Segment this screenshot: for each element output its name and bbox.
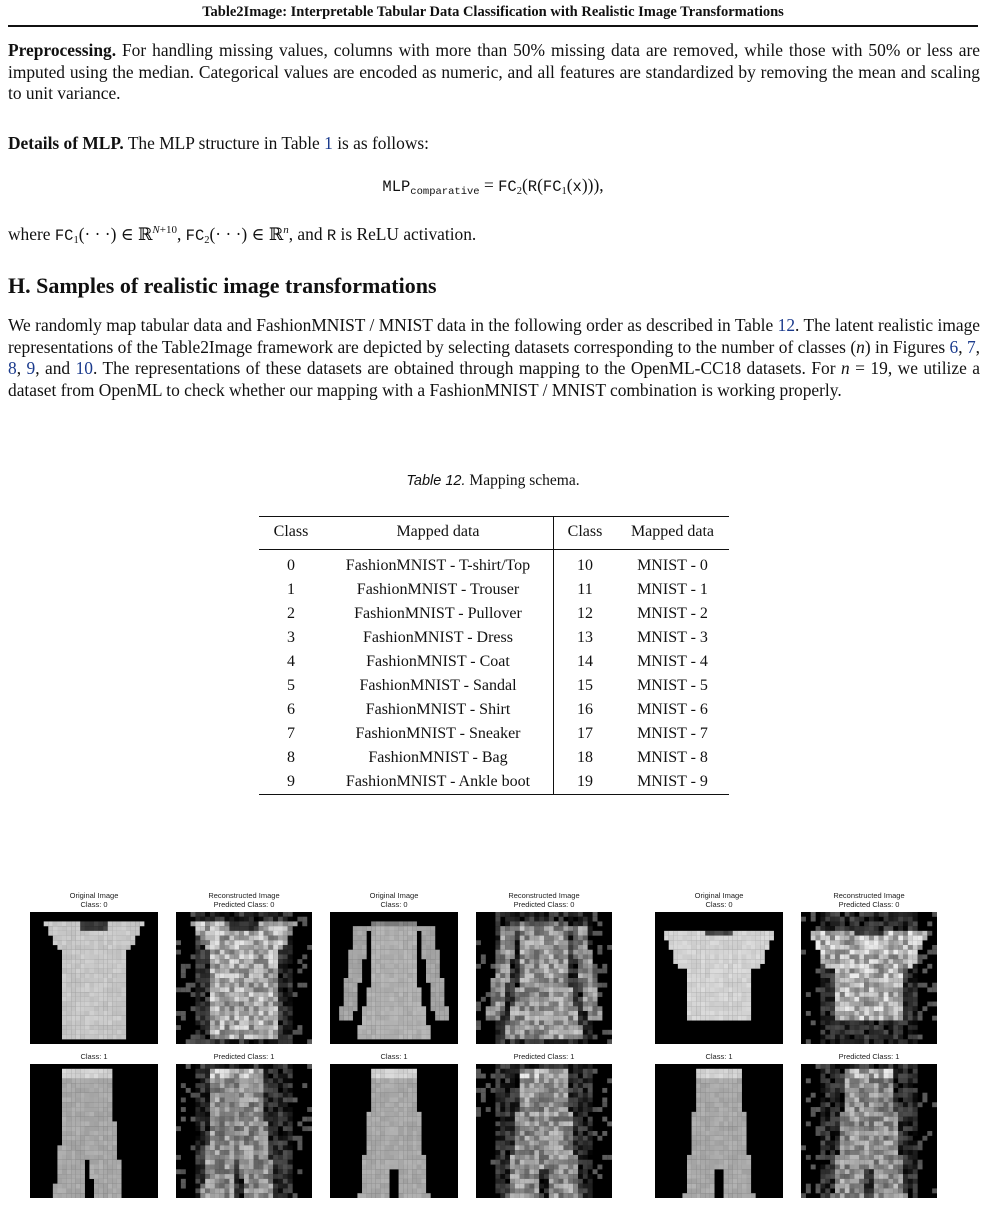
column-header: Class xyxy=(554,517,617,550)
table-cell: MNIST - 0 xyxy=(637,557,708,574)
figure-ref-link[interactable]: 10 xyxy=(75,358,93,378)
table-cell: 0 xyxy=(287,557,295,574)
reconstructed-image-title-line: Predicted Class: 1 xyxy=(838,1052,900,1061)
figure-ref-link[interactable]: 8 xyxy=(8,358,17,378)
reconstructed-image-title-line: Predicted Class: 0 xyxy=(513,899,575,909)
where-line: where $FC_1(\cdot$ · ·) ∈ ℝ$^{N+10}$, $FC_2(\cdot$ · ·) ∈ ℝ$^n$, and R is ReLU activation. xyxy=(8,224,477,246)
reconstructed-image-title xyxy=(476,892,612,909)
reconstructed-image xyxy=(476,1064,612,1198)
mlp-text: The MLP structure in Table xyxy=(127,133,320,153)
table-cell: 3 xyxy=(287,629,295,646)
eq-fc1: FC xyxy=(542,178,562,196)
reconstructed-image-title xyxy=(801,1053,937,1062)
table-cell: FashionMNIST - Coat xyxy=(323,650,554,674)
table-cell: FashionMNIST - Pullover xyxy=(323,602,554,626)
table-cell: FashionMNIST - Bag xyxy=(323,746,554,770)
original-image xyxy=(655,1064,783,1198)
section-title: H. Samples of realistic image transformations xyxy=(8,273,437,298)
table-cell: 5 xyxy=(287,677,295,694)
original-image-title-line: Class: 1 xyxy=(80,1052,108,1061)
original-image-title-line: Original Image xyxy=(69,891,119,900)
section-paragraph: We randomly map tabular data and FashionMNIST / MNIST data in the following order as described in Table 12. The latent realistic image representations of the Table2Image framework are depicted by selecting datasets corresponding to the number of classes (n) in Figures 6, 7, 8, 9, and 10. The representations of these datasets are obtained through mapping to the OpenML-CC18 datasets. For n = 19, we utilize a dataset from OpenML to check whether our mapping with a FashionMNIST / MNIST combination is working properly. xyxy=(8,315,981,400)
reconstructed-image-title xyxy=(801,892,937,909)
table-cell: FashionMNIST - Shirt xyxy=(323,698,554,722)
table-cell: 2 xyxy=(287,605,295,622)
reconstructed-image-title-line: Predicted Class: 0 xyxy=(213,899,275,909)
eq-lhs: MLP xyxy=(382,178,411,196)
reconstructed-image-title xyxy=(476,1053,612,1062)
original-image-title xyxy=(655,1053,783,1062)
original-image-title xyxy=(330,1053,458,1062)
and-word: , and xyxy=(288,224,323,244)
original-image-title-line: Class: 0 xyxy=(705,899,733,909)
section-line-4-tail: , we utilize a dataset from OpenML to check whether our mapping with a xyxy=(8,358,980,400)
preprocessing-line-2: 50% or less are imputed using the median. Categorical values are encoded as numeric, and all features are standardized by xyxy=(8,40,980,82)
table-cell: 4 xyxy=(287,653,295,670)
reconstructed-image-title-line: Predicted Class: 0 xyxy=(838,899,900,909)
mlp-text-tail: is as follows: xyxy=(337,133,429,153)
table-cell: 9 xyxy=(287,773,295,790)
table-cell: 1 xyxy=(287,581,295,598)
table-row xyxy=(259,550,729,579)
column-header: Mapped data xyxy=(323,517,554,550)
figure-ref-link[interactable]: 7 xyxy=(966,336,976,357)
original-image-title-line: Class: 0 xyxy=(80,899,108,909)
reconstructed-image-title xyxy=(176,1053,312,1062)
table-cell: FashionMNIST - Sandal xyxy=(323,674,554,698)
reconstructed-image xyxy=(801,912,937,1044)
section-line-3-figures: in Figures xyxy=(875,336,946,357)
where-word: where xyxy=(8,224,51,244)
table-cell: FashionMNIST - Dress xyxy=(323,626,554,650)
original-image xyxy=(655,912,783,1044)
mlp-heading: Details of MLP. xyxy=(8,133,124,153)
table-cell: FashionMNIST - Ankle boot xyxy=(323,770,554,795)
table-caption xyxy=(0,472,986,490)
preprocessing-line-3: removing the mean and scaling to unit variance. xyxy=(8,61,980,103)
reconstructed-image-title-line: Reconstructed Image xyxy=(833,891,905,900)
table-cell: MNIST - 8 xyxy=(637,749,708,766)
table-row xyxy=(259,698,729,722)
reconstructed-image-title xyxy=(176,892,312,909)
eq-r: R xyxy=(527,178,538,196)
reconstructed-image-title-line: Reconstructed Image xyxy=(208,891,280,900)
section-line-1: We randomly map tabular data and FashionMNIST / MNIST data in the following order as described in Table xyxy=(8,315,774,335)
reconstructed-image-title-line: Reconstructed Image xyxy=(508,891,580,900)
mlp-paragraph xyxy=(8,133,980,155)
reconstructed-image-title-line: Predicted Class: 1 xyxy=(513,1052,575,1061)
table-cell: MNIST - 2 xyxy=(637,605,708,622)
table-cell: 17 xyxy=(577,725,593,742)
eq-fc2: FC xyxy=(498,178,517,196)
table-cell: 7 xyxy=(287,725,295,742)
table-row xyxy=(259,602,729,626)
eq-x: x xyxy=(572,178,582,196)
reconstructed-image-title-line: Predicted Class: 1 xyxy=(213,1052,275,1061)
table-cell: FashionMNIST - Trouser xyxy=(323,578,554,602)
relu-text: is ReLU activation. xyxy=(340,224,477,244)
original-image-title-line: Class: 0 xyxy=(380,899,408,909)
table-row xyxy=(259,626,729,650)
section-line-4: to the OpenML-CC18 datasets. For xyxy=(585,358,836,378)
table-row xyxy=(259,650,729,674)
table-caption-text: Mapping schema. xyxy=(469,472,580,489)
sample-figure xyxy=(0,888,986,1206)
table-cell: 14 xyxy=(577,653,593,670)
original-image-title xyxy=(330,892,458,909)
preprocessing-line-1: For handling missing values, columns with more than 50% missing data are removed, while those with xyxy=(122,40,863,60)
original-image-title-line: Original Image xyxy=(369,891,419,900)
original-image-title xyxy=(30,892,158,909)
original-image-title xyxy=(655,892,783,909)
table-ref-link[interactable]: 1 xyxy=(324,133,333,153)
table-row xyxy=(259,674,729,698)
table-cell: 13 xyxy=(577,629,593,646)
table-cell: MNIST - 5 xyxy=(637,677,708,694)
eq-lhs-sub: comparative xyxy=(410,186,480,198)
table-cell: FashionMNIST - Sneaker xyxy=(323,722,554,746)
table-cell: MNIST - 9 xyxy=(637,773,708,790)
original-image xyxy=(30,912,158,1044)
table-cell: 18 xyxy=(577,749,593,766)
original-image-title-line: Class: 1 xyxy=(380,1052,408,1061)
table-caption-label: Table 12. xyxy=(406,473,466,489)
column-header: Mapped data xyxy=(616,517,729,550)
table-12-ref-link[interactable]: 12 xyxy=(777,315,796,335)
mapping-schema-table xyxy=(259,516,729,795)
table-row xyxy=(259,746,729,770)
table-cell: 12 xyxy=(577,605,593,622)
preprocessing-paragraph xyxy=(8,40,980,105)
table-cell: MNIST - 4 xyxy=(637,653,708,670)
table-cell: 16 xyxy=(577,701,593,718)
table-cell: 11 xyxy=(577,581,593,598)
original-image xyxy=(330,1064,458,1198)
table-cell: FashionMNIST - T-shirt/Top xyxy=(323,550,554,579)
section-line-5: FashionMNIST / MNIST combination is working properly. xyxy=(429,379,842,400)
column-header: Class xyxy=(259,517,323,550)
section-line-2: latent realistic image representations of the Table2Image framework are depicted by selecting datasets corresponding to xyxy=(8,315,981,357)
table-cell: MNIST - 7 xyxy=(637,725,708,742)
original-image xyxy=(30,1064,158,1198)
table-cell: MNIST - 1 xyxy=(637,581,708,598)
original-image xyxy=(330,912,458,1044)
running-head: Table2Image: Interpretable Tabular Data Classification with Realistic Image Transformations xyxy=(202,4,784,20)
original-image-title xyxy=(30,1053,158,1062)
original-image-title-line: Original Image xyxy=(694,891,744,900)
table-cell: MNIST - 3 xyxy=(637,629,708,646)
header-rule xyxy=(8,25,978,27)
table-cell: 19 xyxy=(577,773,593,790)
preprocessing-heading: Preprocessing. xyxy=(8,40,117,60)
section-line-1-tail: . The xyxy=(795,315,831,335)
table-cell: MNIST - 6 xyxy=(637,701,708,718)
table-cell: 6 xyxy=(287,701,295,718)
figure-ref-link[interactable]: 9 xyxy=(26,358,36,378)
table-cell: 15 xyxy=(577,677,593,694)
section-line-3: the number of classes xyxy=(695,336,846,357)
table-cell: 8 xyxy=(287,749,295,766)
table-cell: 10 xyxy=(577,557,593,574)
table-row xyxy=(259,770,729,795)
section-line-3-tail: . The representations of these datasets are obtained through mapping xyxy=(92,358,580,378)
reconstructed-image xyxy=(176,912,312,1044)
table-row xyxy=(259,722,729,746)
reconstructed-image xyxy=(476,912,612,1044)
table-header-row xyxy=(259,517,729,550)
original-image-title-line: Class: 1 xyxy=(705,1052,733,1061)
reconstructed-image xyxy=(801,1064,937,1198)
figure-ref-link[interactable]: 6 xyxy=(949,336,959,357)
mlp-equation: $MLP_{comparative} = FC_2(R(FC_1(x)))$, xyxy=(382,175,604,198)
reconstructed-image xyxy=(176,1064,312,1198)
table-row xyxy=(259,578,729,602)
